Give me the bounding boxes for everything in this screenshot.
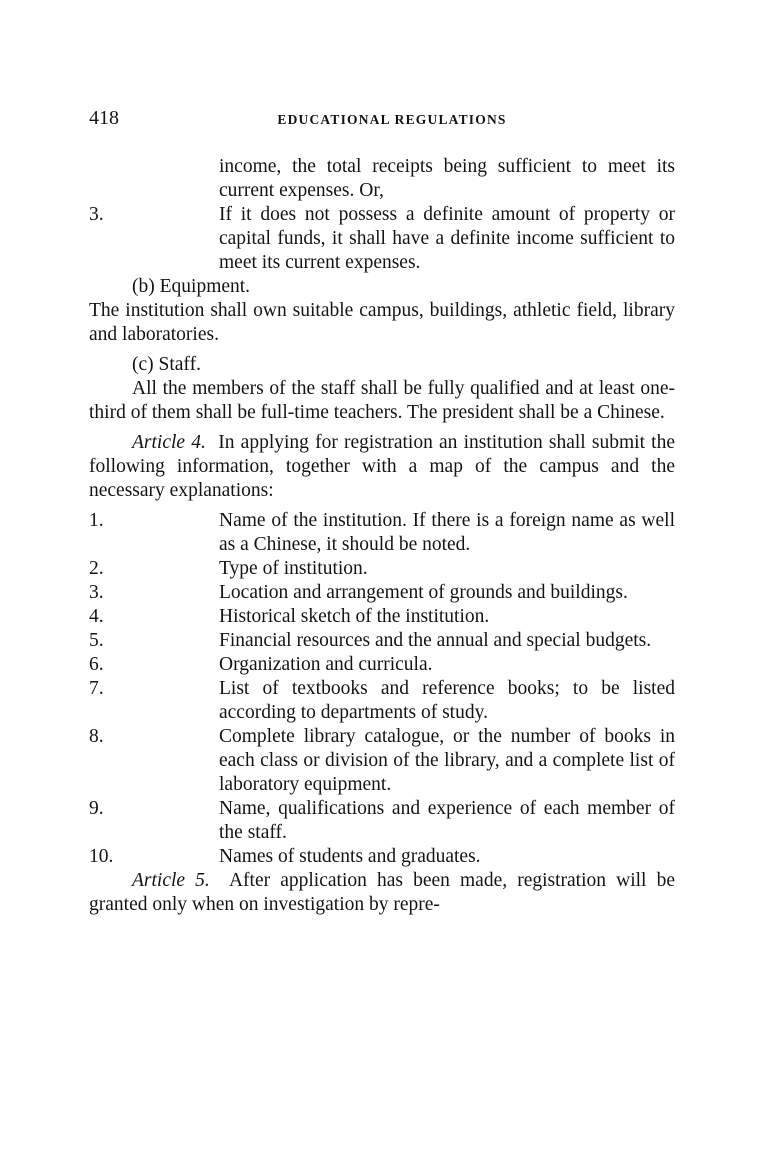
list-item-number: 10.	[89, 846, 114, 867]
list-item-number: 3.	[89, 204, 104, 225]
article-4-label: Article 4.	[132, 432, 206, 453]
article-4-paragraph	[89, 431, 675, 503]
article-5-paragraph	[89, 869, 675, 917]
list-item-number: 5.	[89, 630, 104, 651]
list-item-number: 1.	[89, 510, 104, 531]
list-item-number: 8.	[89, 726, 104, 747]
page-number: 418	[89, 107, 119, 129]
list-item-number: 9.	[89, 798, 104, 819]
page-body	[89, 155, 675, 923]
list-item-text: Historical sketch of the institution.	[219, 606, 490, 627]
section-heading-equipment: (b) Equipment.	[132, 276, 251, 297]
list-item-text: Location and arrangement of grounds and buildings.	[219, 582, 628, 603]
running-title: EDUCATIONAL REGULATIONS	[277, 112, 507, 127]
article-5-label: Article 5.	[132, 870, 210, 891]
list-item-number: 2.	[89, 558, 104, 579]
list-item-text: Name, qualifications and experience of each member of the staff.	[219, 798, 675, 843]
list-item	[89, 845, 675, 869]
list-item	[89, 203, 675, 275]
list-item-text: If it does not possess a definite amount of property or capital funds, it shall have a definite income sufficient to meet its current expenses.	[219, 204, 675, 273]
list-item	[89, 677, 675, 725]
section-heading-staff: (c) Staff.	[132, 354, 201, 375]
list-item	[89, 557, 675, 581]
list-item	[89, 725, 675, 797]
page-header	[89, 106, 675, 132]
list-item-text: Name of the institution. If there is a foreign name as well as a Chinese, it should be noted.	[219, 510, 675, 555]
section-text-equipment: The institution shall own suitable campus, buildings, athletic field, library and laboratories.	[89, 300, 675, 345]
list-item-text: Organization and curricula.	[219, 654, 433, 675]
list-item	[89, 653, 675, 677]
list-item	[89, 797, 675, 845]
list-item-number: 7.	[89, 678, 104, 699]
list-item-text: Financial resources and the annual and special budgets.	[219, 630, 652, 651]
article-4-text: In applying for registration an institution shall submit the following information, together with a map of the campus and the necessary explanations:	[89, 432, 675, 501]
list-item-number: 3.	[89, 582, 104, 603]
list-item-text: Type of institution.	[219, 558, 368, 579]
list-item	[89, 581, 675, 605]
list-item	[89, 629, 675, 653]
list-item	[89, 605, 675, 629]
section-text-staff: All the members of the staff shall be fully qualified and at least one-third of them shall be full-time teachers. The president shall be a Chinese.	[89, 378, 675, 423]
list-item-number: 6.	[89, 654, 104, 675]
list-item-text: Names of students and graduates.	[219, 846, 481, 867]
article-5-text: After application has been made, registration will be granted only when on investigation by repre-	[89, 870, 675, 915]
list-item-text: Complete library catalogue, or the number of books in each class or division of the library, and a complete list of laboratory equipment.	[219, 726, 675, 795]
list-item	[89, 509, 675, 557]
continuation-paragraph	[89, 155, 675, 203]
list-item-text: List of textbooks and reference books; to be listed according to departments of study.	[219, 678, 675, 723]
list-item-number: 4.	[89, 606, 104, 627]
continuation-text: income, the total receipts being sufficient to meet its current expenses. Or,	[219, 156, 675, 201]
